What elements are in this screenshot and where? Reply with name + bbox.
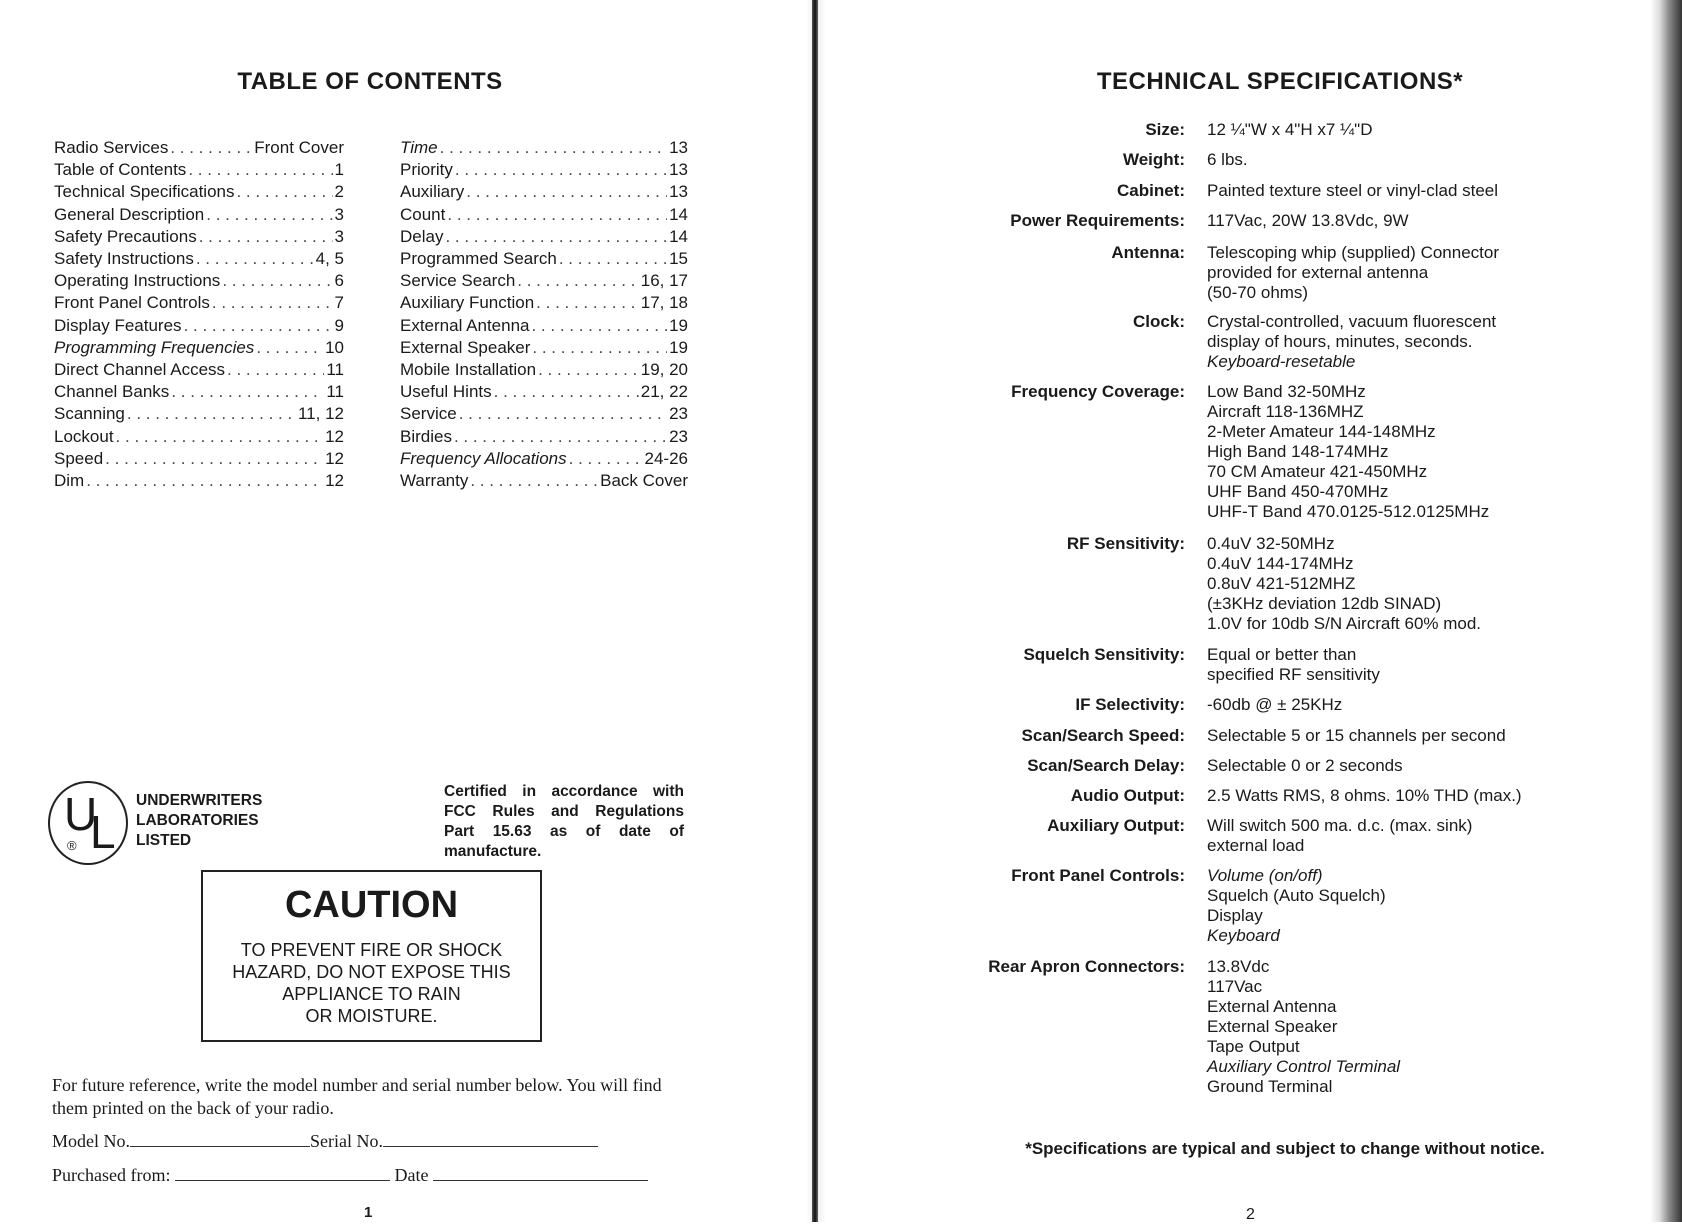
- date-field[interactable]: [433, 1179, 648, 1181]
- spec-value-line: 12 ¼"W x 4"H x7 ¼"D: [1207, 120, 1373, 139]
- dot-leader: [188, 159, 332, 181]
- dot-leader: [494, 381, 639, 403]
- dot-leader: [199, 226, 333, 248]
- spec-value-line: External Speaker: [1207, 1017, 1338, 1036]
- dot-leader: [184, 315, 333, 337]
- spec-row: [900, 957, 1640, 1097]
- spec-value-line: Volume (on/off): [1207, 866, 1323, 885]
- dot-leader: [459, 403, 667, 425]
- caution-line: OR MOISTURE.: [305, 1006, 438, 1026]
- spec-value-line: 117Vac: [1207, 977, 1263, 996]
- toc-entry: [400, 448, 688, 470]
- toc-entry-label: Time: [400, 138, 438, 157]
- toc-title: TABLE OF CONTENTS: [237, 68, 503, 95]
- toc-entry: [54, 204, 344, 226]
- dot-leader: [170, 137, 252, 159]
- toc-entry-label: Birdies: [400, 426, 452, 446]
- toc-entry-page: 13: [669, 160, 688, 180]
- purchased-label: Purchased from:: [52, 1165, 171, 1185]
- spec-value-line: Keyboard: [1207, 926, 1280, 945]
- toc-entry: [54, 248, 344, 270]
- toc-entry-label: Auxiliary: [400, 182, 465, 202]
- spec-label: Antenna:: [1111, 243, 1185, 262]
- toc-entry-page: 21, 22: [640, 382, 688, 402]
- toc-entry-label: Frequency Allocations: [400, 448, 567, 468]
- toc-entry-page: 14: [669, 226, 688, 246]
- toc-entry-page: 19: [669, 337, 688, 357]
- spec-value-line: 117Vac, 20W 13.8Vdc, 9W: [1207, 211, 1409, 230]
- spec-value: [1207, 181, 1640, 201]
- dot-leader: [447, 204, 667, 226]
- spec-value-line: 0.4uV 32-50MHz: [1207, 534, 1335, 553]
- spec-value: [1207, 382, 1640, 522]
- spec-value: [1207, 726, 1640, 746]
- spec-label: Auxiliary Output:: [1047, 816, 1185, 835]
- spec-row: [900, 695, 1640, 715]
- spec-row: [900, 211, 1640, 231]
- spec-value: [1207, 120, 1640, 140]
- toc-entry: [400, 292, 688, 314]
- spec-label: Cabinet:: [1117, 181, 1185, 200]
- spec-value-line: 6 lbs.: [1207, 150, 1248, 169]
- spec-value-line: Will switch 500 ma. d.c. (max. sink): [1207, 816, 1473, 835]
- spec-value-line: Telescoping whip (supplied) Connector: [1207, 243, 1499, 262]
- toc-entry: [54, 315, 344, 337]
- spec-value-line: Painted texture steel or vinyl-clad steel: [1207, 181, 1499, 200]
- spec-value-line: specified RF sensitivity: [1207, 665, 1380, 684]
- toc-column-2: [400, 137, 688, 492]
- toc-entry-label: Count: [400, 204, 446, 224]
- spec-value-line: High Band 148-174MHz: [1207, 442, 1389, 461]
- toc-entry-label: Operating Instructions: [54, 271, 221, 291]
- spec-label: Scan/Search Speed:: [1021, 726, 1185, 745]
- serial-field[interactable]: [383, 1145, 598, 1147]
- ul-line: LABORATORIES: [136, 812, 259, 829]
- toc-entry-page: 11, 12: [297, 404, 344, 424]
- spec-value-line: Crystal-controlled, vacuum fluorescent: [1207, 312, 1497, 331]
- spec-value-line: Auxiliary Control Terminal: [1207, 1057, 1401, 1076]
- toc-entry-page: 11: [326, 360, 344, 380]
- purchased-field[interactable]: [175, 1179, 390, 1181]
- ul-listing-text: [136, 791, 262, 851]
- toc-entry-label: Programmed Search: [400, 249, 557, 269]
- spec-value: [1207, 816, 1640, 856]
- spec-row: [900, 243, 1640, 303]
- spec-value: [1207, 243, 1640, 303]
- toc-entry-label: Scanning: [54, 404, 125, 424]
- spec-value: [1207, 211, 1640, 231]
- toc-entry: [54, 359, 344, 381]
- toc-entry-label: Technical Specifications: [54, 182, 235, 202]
- cert-line: Part 15.63 as of date of: [444, 823, 684, 840]
- toc-entry-label: Programming Frequencies: [54, 337, 255, 357]
- toc-entry-page: 13: [669, 182, 688, 202]
- ul-line: LISTED: [136, 832, 192, 849]
- dot-leader: [536, 292, 639, 314]
- toc-entry-page: Back Cover: [600, 471, 688, 491]
- toc-entry-label: Table of Contents: [54, 160, 187, 180]
- toc-entry-page: 24-26: [644, 448, 688, 468]
- page-number-right: 2: [1246, 1206, 1255, 1223]
- caution-line: HAZARD, DO NOT EXPOSE THIS: [232, 962, 511, 982]
- spec-label: Frequency Coverage:: [1011, 382, 1185, 401]
- toc-entry: [400, 315, 688, 337]
- toc-entry: [54, 337, 344, 359]
- spec-value-line: display of hours, minutes, seconds.: [1207, 332, 1473, 351]
- toc-entry-page: 12: [325, 471, 344, 491]
- toc-entry-page: 15: [669, 249, 688, 269]
- toc-entry: [54, 270, 344, 292]
- purchase-row: [52, 1165, 692, 1186]
- toc-entry-page: 3: [334, 226, 344, 246]
- dot-leader: [466, 181, 667, 203]
- cert-line: Certified in accordance with: [444, 783, 684, 800]
- toc-entry-page: 14: [669, 204, 688, 224]
- toc-entry-page: 3: [334, 204, 344, 224]
- toc-entry-label: External Speaker: [400, 337, 531, 357]
- spec-value-line: 1.0V for 10db S/N Aircraft 60% mod.: [1207, 614, 1482, 633]
- spec-row: [900, 534, 1640, 634]
- dot-leader: [236, 181, 332, 203]
- dot-leader: [171, 381, 324, 403]
- toc-entry: [54, 181, 344, 203]
- spec-value-line: 0.4uV 144-174MHz: [1207, 554, 1354, 573]
- toc-entry-label: Front Panel Controls: [54, 293, 210, 313]
- toc-entry: [400, 137, 688, 159]
- spec-value: [1207, 866, 1640, 946]
- spec-value: [1207, 786, 1640, 806]
- toc-entry: [400, 248, 688, 270]
- book-binding: [812, 0, 818, 1222]
- spec-label: IF Selectivity:: [1075, 695, 1185, 714]
- dot-leader: [440, 137, 667, 159]
- spec-label: Power Requirements:: [1010, 211, 1185, 230]
- spec-value-line: Aircraft 118-136MHZ: [1207, 402, 1364, 421]
- dot-leader: [538, 359, 639, 381]
- toc-entry: [400, 470, 688, 492]
- caution-line: APPLIANCE TO RAIN: [282, 984, 461, 1004]
- toc-entry-page: 12: [325, 426, 344, 446]
- spec-label: Rear Apron Connectors:: [988, 957, 1185, 976]
- toc-entry: [54, 137, 344, 159]
- spec-value: [1207, 150, 1640, 170]
- spec-value-line: Selectable 0 or 2 seconds: [1207, 756, 1403, 775]
- toc-entry-page: 4, 5: [315, 249, 344, 269]
- spec-value-line: provided for external antenna: [1207, 263, 1429, 282]
- spec-value-line: UHF-T Band 470.0125-512.0125MHz: [1207, 502, 1490, 521]
- toc-entry: [54, 448, 344, 470]
- dot-leader: [569, 448, 643, 470]
- spec-row: [900, 181, 1640, 201]
- spec-value-line: Selectable 5 or 15 channels per second: [1207, 726, 1506, 745]
- ul-logo: U L ®: [48, 781, 128, 865]
- model-field[interactable]: [130, 1145, 310, 1147]
- toc-entry-label: External Antenna: [400, 315, 530, 335]
- toc-entry-label: Radio Services: [54, 138, 169, 157]
- spec-value-line: External Antenna: [1207, 997, 1337, 1016]
- dot-leader: [212, 292, 333, 314]
- toc-entry-label: Safety Precautions: [54, 226, 197, 246]
- toc-entry-page: 10: [325, 337, 344, 357]
- spec-value-line: (±3KHz deviation 12db SINAD): [1207, 594, 1442, 613]
- spec-value-line: Tape Output: [1207, 1037, 1300, 1056]
- toc-entry-label: Service Search: [400, 271, 516, 291]
- dot-leader: [256, 337, 323, 359]
- dot-leader: [470, 470, 598, 492]
- fcc-certification: [444, 782, 684, 862]
- toc-entry-page: Front Cover: [254, 138, 344, 157]
- dot-leader: [206, 204, 332, 226]
- toc-entry-page: 13: [669, 138, 688, 157]
- toc-entry: [54, 226, 344, 248]
- spec-value: [1207, 312, 1640, 372]
- toc-entry-label: Useful Hints: [400, 382, 492, 402]
- spec-row: [900, 756, 1640, 776]
- toc-entry: [54, 381, 344, 403]
- spec-value-line: Low Band 32-50MHz: [1207, 382, 1366, 401]
- caution-line: TO PREVENT FIRE OR SHOCK: [240, 940, 503, 960]
- spec-value-line: 2.5 Watts RMS, 8 ohms. 10% THD (max.): [1207, 786, 1522, 805]
- toc-entry: [400, 337, 688, 359]
- toc-entry-page: 2: [334, 182, 344, 202]
- spec-value-line: 0.8uV 421-512MHZ: [1207, 574, 1356, 593]
- toc-entry-label: Service: [400, 404, 457, 424]
- dot-leader: [127, 403, 296, 425]
- dot-leader: [196, 248, 314, 270]
- spec-value-line: 70 CM Amateur 421-450MHz: [1207, 462, 1428, 481]
- spec-row: [900, 866, 1640, 946]
- spec-label: Audio Output:: [1070, 786, 1185, 805]
- date-label: Date: [394, 1165, 429, 1185]
- spec-value: [1207, 534, 1640, 634]
- reference-note: For future reference, write the model number and serial number below. You will find them printed on the back of your radio.: [52, 1075, 662, 1118]
- toc-entry-page: 23: [669, 404, 688, 424]
- spec-value: [1207, 957, 1640, 1097]
- dot-leader: [227, 359, 324, 381]
- toc-entry-label: Mobile Installation: [400, 360, 537, 380]
- specs-footnote: *Specifications are typical and subject to change without notice.: [1025, 1139, 1545, 1158]
- toc-entry-label: Priority: [400, 160, 453, 180]
- toc-entry: [400, 426, 688, 448]
- spec-label: Clock:: [1133, 312, 1185, 331]
- spec-value: [1207, 695, 1640, 715]
- spec-row: [900, 312, 1640, 372]
- caution-heading: CAUTION: [284, 884, 459, 926]
- toc-entry: [400, 181, 688, 203]
- toc-entry-label: Direct Channel Access: [54, 360, 226, 380]
- spec-value-line: 2-Meter Amateur 144-148MHz: [1207, 422, 1436, 441]
- toc-entry-page: 9: [334, 315, 344, 335]
- serial-label: Serial No.: [310, 1131, 383, 1151]
- toc-entry-page: 6: [334, 271, 344, 291]
- toc-entry: [54, 403, 344, 425]
- specs-title: TECHNICAL SPECIFICATIONS*: [1096, 68, 1464, 95]
- caution-box: [201, 870, 542, 1042]
- toc-entry-page: 7: [334, 293, 344, 313]
- spec-value: [1207, 756, 1640, 776]
- spec-value-line: UHF Band 450-470MHz: [1207, 482, 1389, 501]
- dot-leader: [445, 226, 667, 248]
- spec-value-line: Ground Terminal: [1207, 1077, 1333, 1096]
- spec-value-line: 13.8Vdc: [1207, 957, 1270, 976]
- toc-entry-page: 16, 17: [640, 271, 688, 291]
- toc-entry: [400, 226, 688, 248]
- toc-entry-label: Speed: [54, 448, 104, 468]
- spec-label: Front Panel Controls:: [1011, 866, 1185, 885]
- toc-entry-page: 23: [669, 426, 688, 446]
- spec-row: [900, 382, 1640, 522]
- dot-leader: [531, 315, 667, 337]
- toc-entry-page: 19: [669, 315, 688, 335]
- toc-entry: [54, 470, 344, 492]
- spec-row: [900, 645, 1640, 685]
- toc-entry: [400, 204, 688, 226]
- dot-leader: [559, 248, 667, 270]
- toc-entry: [54, 292, 344, 314]
- cert-line: FCC Rules and Regulations: [444, 803, 684, 820]
- dot-leader: [86, 470, 323, 492]
- spec-row: [900, 816, 1640, 856]
- model-serial-row: [52, 1131, 692, 1152]
- page-number-left: 1: [364, 1204, 373, 1221]
- spec-label: Weight:: [1122, 150, 1185, 169]
- toc-entry-label: Display Features: [54, 315, 182, 335]
- toc-entry-page: 17, 18: [640, 293, 688, 313]
- cert-line: manufacture.: [444, 843, 542, 860]
- toc-entry-page: 11: [326, 382, 344, 402]
- toc-entry-label: General Description: [54, 204, 205, 224]
- spec-value-line: -60db @ ± 25KHz: [1207, 695, 1343, 714]
- spec-value-line: Keyboard-resetable: [1207, 352, 1356, 371]
- toc-entry-label: Channel Banks: [54, 382, 170, 402]
- toc-entry-page: 19, 20: [640, 360, 688, 380]
- toc-entry: [400, 381, 688, 403]
- spec-value-line: (50-70 ohms): [1207, 283, 1309, 302]
- spec-value-line: Equal or better than: [1207, 645, 1357, 664]
- spec-value-line: Squelch (Auto Squelch): [1207, 886, 1386, 905]
- dot-leader: [455, 159, 667, 181]
- toc-entry: [400, 159, 688, 181]
- dot-leader: [105, 448, 323, 470]
- toc-entry-label: Auxiliary Function: [400, 293, 535, 313]
- toc-entry-label: Delay: [400, 226, 444, 246]
- toc-column-1: [54, 137, 344, 492]
- toc-entry-label: Dim: [54, 471, 85, 491]
- spec-row: [900, 150, 1640, 170]
- toc-entry: [400, 270, 688, 292]
- spec-value: [1207, 645, 1640, 685]
- spec-label: Squelch Sensitivity:: [1023, 645, 1185, 664]
- toc-entry: [400, 359, 688, 381]
- spec-row: [900, 726, 1640, 746]
- toc-entry-label: Warranty: [400, 471, 469, 491]
- dot-leader: [454, 426, 667, 448]
- page-edge-shadow: [1650, 0, 1682, 1222]
- toc-entry: [400, 403, 688, 425]
- toc-entry-label: Safety Instructions: [54, 249, 194, 269]
- spec-label: Size:: [1145, 120, 1185, 139]
- spec-label: Scan/Search Delay:: [1027, 756, 1185, 775]
- dot-leader: [116, 426, 324, 448]
- toc-entry-page: 12: [325, 448, 344, 468]
- toc-entry: [54, 426, 344, 448]
- ul-line: UNDERWRITERS: [136, 792, 263, 809]
- dot-leader: [532, 337, 667, 359]
- spec-value-line: external load: [1207, 836, 1305, 855]
- spec-row: [900, 786, 1640, 806]
- spec-row: [900, 120, 1640, 140]
- model-label: Model No.: [52, 1131, 130, 1151]
- dot-leader: [517, 270, 638, 292]
- toc-entry-page: 1: [334, 160, 344, 180]
- spec-label: RF Sensitivity:: [1066, 534, 1185, 553]
- dot-leader: [222, 270, 332, 292]
- spec-value-line: Display: [1207, 906, 1263, 925]
- toc-entry: [54, 159, 344, 181]
- toc-entry-label: Lockout: [54, 426, 114, 446]
